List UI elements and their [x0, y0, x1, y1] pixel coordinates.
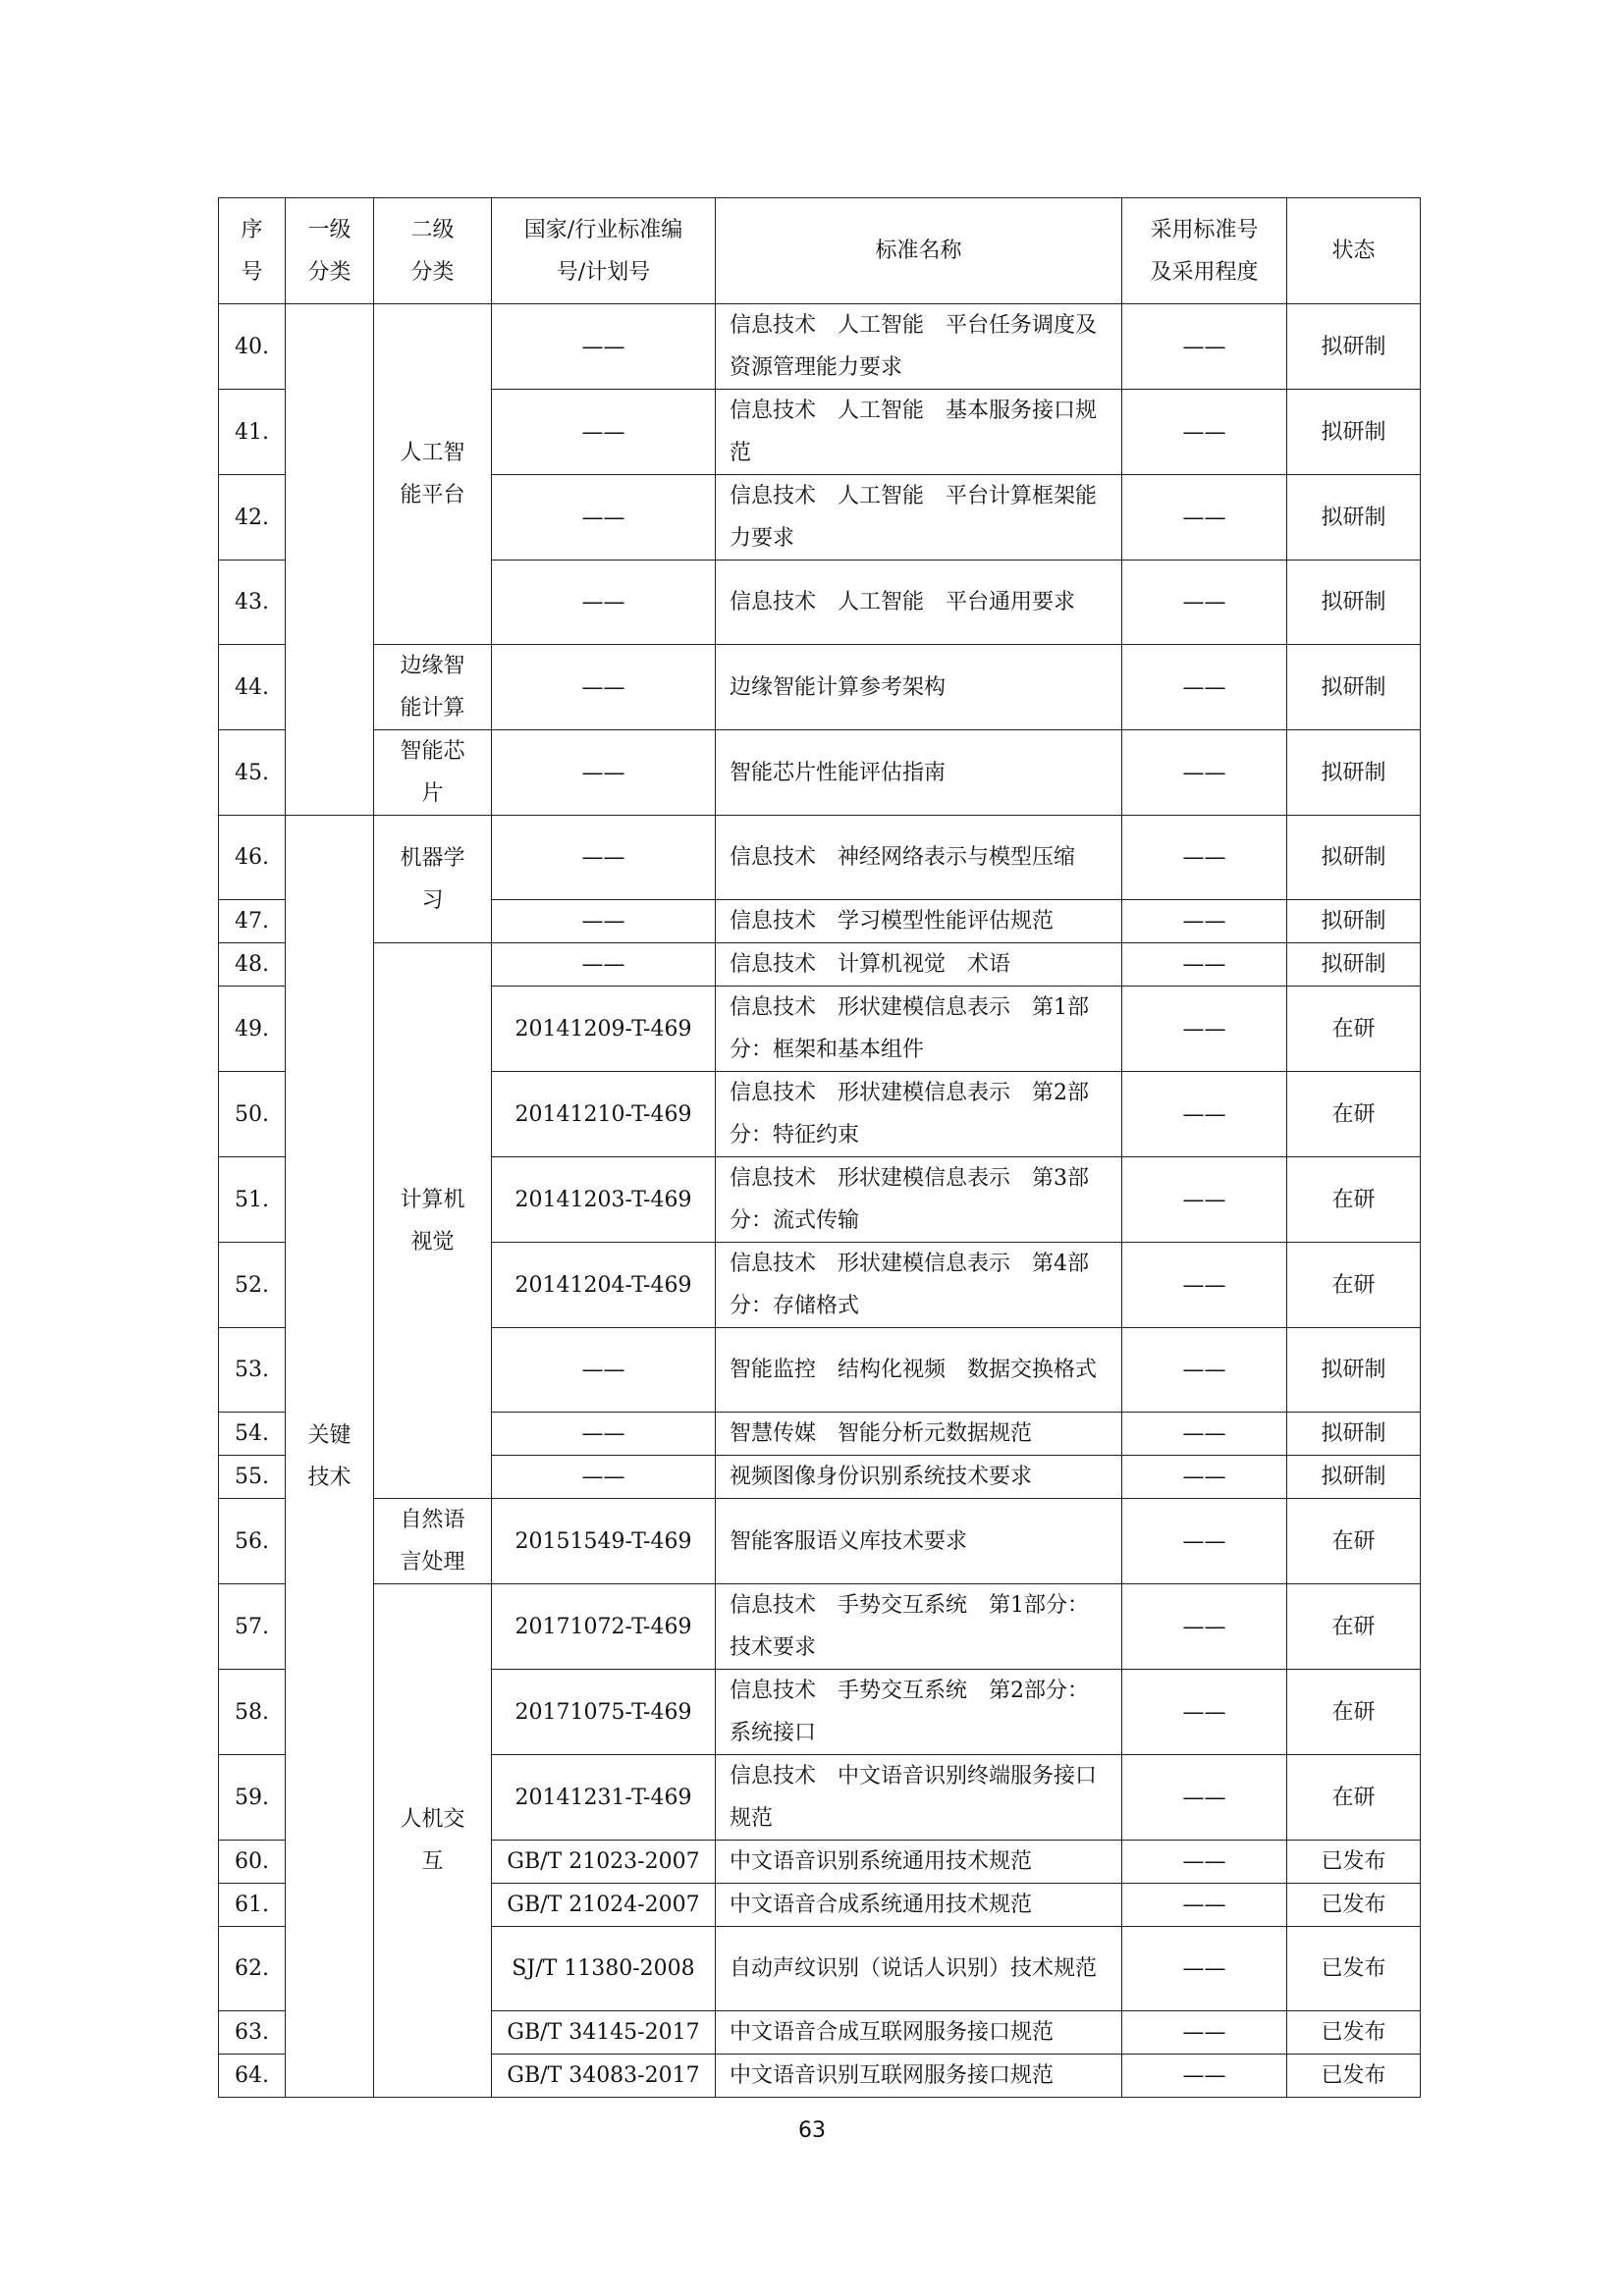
cell-seq: 43.	[219, 561, 286, 645]
cell-name: 中文语音识别互联网服务接口规范	[716, 2055, 1122, 2098]
cell-level2: 人机交 互	[374, 1584, 492, 2098]
header-adopt: 采用标准号 及采用程度	[1122, 198, 1287, 304]
cell-std-no: 20141231-T-469	[492, 1755, 716, 1841]
cell-adopt: ——	[1122, 1157, 1287, 1243]
cell-adopt: ——	[1122, 2011, 1287, 2055]
cell-seq: 46.	[219, 816, 286, 900]
cell-std-no: GB/T 34145-2017	[492, 2011, 716, 2055]
cell-name: 信息技术 手势交互系统 第1部分：技术要求	[716, 1584, 1122, 1670]
cell-level2: 计算机 视觉	[374, 943, 492, 1499]
cell-level2: 智能芯 片	[374, 730, 492, 816]
cell-adopt: ——	[1122, 1243, 1287, 1328]
table-row	[219, 730, 1421, 816]
cell-name: 视频图像身份识别系统技术要求	[716, 1456, 1122, 1499]
cell-level1: 关键 技术	[286, 816, 374, 2098]
cell-status: 拟研制	[1287, 645, 1421, 730]
cell-name: 信息技术 计算机视觉 术语	[716, 943, 1122, 987]
cell-adopt: ——	[1122, 1841, 1287, 1884]
cell-seq: 62.	[219, 1927, 286, 2011]
cell-seq: 47.	[219, 900, 286, 943]
cell-adopt: ——	[1122, 1072, 1287, 1157]
cell-adopt: ——	[1122, 2055, 1287, 2098]
cell-status: 在研	[1287, 1157, 1421, 1243]
cell-name: 中文语音合成互联网服务接口规范	[716, 2011, 1122, 2055]
cell-status: 已发布	[1287, 1927, 1421, 2011]
cell-std-no: GB/T 21023-2007	[492, 1841, 716, 1884]
cell-std-no: 20141209-T-469	[492, 987, 716, 1072]
cell-adopt: ——	[1122, 645, 1287, 730]
cell-level1	[286, 304, 374, 816]
cell-adopt: ——	[1122, 900, 1287, 943]
cell-status: 已发布	[1287, 1841, 1421, 1884]
cell-adopt: ——	[1122, 1927, 1287, 2011]
table-row	[219, 816, 1421, 900]
cell-name: 智能监控 结构化视频 数据交换格式	[716, 1328, 1122, 1413]
cell-seq: 57.	[219, 1584, 286, 1670]
header-seq: 序 号	[219, 198, 286, 304]
cell-status: 在研	[1287, 987, 1421, 1072]
cell-seq: 61.	[219, 1884, 286, 1927]
cell-seq: 55.	[219, 1456, 286, 1499]
cell-std-no: ——	[492, 900, 716, 943]
cell-adopt: ——	[1122, 816, 1287, 900]
cell-adopt: ——	[1122, 390, 1287, 475]
header-row	[219, 198, 1421, 304]
cell-std-no: ——	[492, 1456, 716, 1499]
cell-name: 信息技术 形状建模信息表示 第2部分：特征约束	[716, 1072, 1122, 1157]
cell-seq: 42.	[219, 475, 286, 561]
cell-name: 信息技术 人工智能 平台计算框架能力要求	[716, 475, 1122, 561]
cell-status: 拟研制	[1287, 390, 1421, 475]
cell-std-no: ——	[492, 561, 716, 645]
cell-seq: 58.	[219, 1670, 286, 1755]
cell-status: 在研	[1287, 1584, 1421, 1670]
cell-name: 信息技术 人工智能 平台通用要求	[716, 561, 1122, 645]
cell-name: 智能芯片性能评估指南	[716, 730, 1122, 816]
cell-std-no: 20141203-T-469	[492, 1157, 716, 1243]
table-row	[219, 304, 1421, 390]
cell-name: 自动声纹识别（说话人识别）技术规范	[716, 1927, 1122, 2011]
cell-adopt: ——	[1122, 475, 1287, 561]
page-number: 63	[798, 2118, 826, 2143]
cell-level2: 机器学 习	[374, 816, 492, 943]
table-row	[219, 943, 1421, 987]
table-row	[219, 1499, 1421, 1584]
cell-status: 在研	[1287, 1755, 1421, 1841]
cell-status: 拟研制	[1287, 943, 1421, 987]
cell-adopt: ——	[1122, 1755, 1287, 1841]
cell-std-no: ——	[492, 645, 716, 730]
cell-adopt: ——	[1122, 943, 1287, 987]
cell-std-no: 20141210-T-469	[492, 1072, 716, 1157]
cell-std-no: 20141204-T-469	[492, 1243, 716, 1328]
cell-seq: 64.	[219, 2055, 286, 2098]
cell-name: 信息技术 人工智能 平台任务调度及资源管理能力要求	[716, 304, 1122, 390]
cell-name: 信息技术 形状建模信息表示 第3部分：流式传输	[716, 1157, 1122, 1243]
cell-std-no: 20171075-T-469	[492, 1670, 716, 1755]
cell-std-no: GB/T 21024-2007	[492, 1884, 716, 1927]
cell-adopt: ——	[1122, 987, 1287, 1072]
cell-status: 已发布	[1287, 2011, 1421, 2055]
cell-adopt: ——	[1122, 1884, 1287, 1927]
cell-status: 拟研制	[1287, 900, 1421, 943]
table-row	[219, 1584, 1421, 1670]
header-level1: 一级 分类	[286, 198, 374, 304]
cell-std-no: 20151549-T-469	[492, 1499, 716, 1584]
cell-level2: 人工智 能平台	[374, 304, 492, 645]
cell-std-no: ——	[492, 943, 716, 987]
cell-std-no: 20171072-T-469	[492, 1584, 716, 1670]
cell-name: 中文语音识别系统通用技术规范	[716, 1841, 1122, 1884]
cell-std-no: ——	[492, 816, 716, 900]
cell-seq: 52.	[219, 1243, 286, 1328]
cell-seq: 53.	[219, 1328, 286, 1413]
cell-std-no: ——	[492, 730, 716, 816]
cell-seq: 51.	[219, 1157, 286, 1243]
cell-seq: 48.	[219, 943, 286, 987]
cell-name: 智能客服语义库技术要求	[716, 1499, 1122, 1584]
cell-adopt: ——	[1122, 561, 1287, 645]
cell-adopt: ——	[1122, 1499, 1287, 1584]
cell-std-no: ——	[492, 1328, 716, 1413]
standards-table	[218, 197, 1421, 2098]
cell-level2: 边缘智 能计算	[374, 645, 492, 730]
cell-std-no: ——	[492, 475, 716, 561]
cell-status: 在研	[1287, 1243, 1421, 1328]
cell-seq: 45.	[219, 730, 286, 816]
cell-seq: 60.	[219, 1841, 286, 1884]
cell-adopt: ——	[1122, 1328, 1287, 1413]
cell-seq: 44.	[219, 645, 286, 730]
cell-adopt: ——	[1122, 1413, 1287, 1456]
cell-status: 已发布	[1287, 2055, 1421, 2098]
table-row	[219, 645, 1421, 730]
cell-seq: 54.	[219, 1413, 286, 1456]
cell-status: 在研	[1287, 1499, 1421, 1584]
cell-name: 信息技术 学习模型性能评估规范	[716, 900, 1122, 943]
cell-seq: 49.	[219, 987, 286, 1072]
cell-std-no: SJ/T 11380-2008	[492, 1927, 716, 2011]
cell-status: 拟研制	[1287, 1328, 1421, 1413]
cell-status: 拟研制	[1287, 730, 1421, 816]
cell-name: 信息技术 神经网络表示与模型压缩	[716, 816, 1122, 900]
cell-adopt: ——	[1122, 304, 1287, 390]
cell-name: 信息技术 形状建模信息表示 第1部分：框架和基本组件	[716, 987, 1122, 1072]
cell-status: 在研	[1287, 1670, 1421, 1755]
cell-status: 已发布	[1287, 1884, 1421, 1927]
header-level2: 二级 分类	[374, 198, 492, 304]
cell-seq: 63.	[219, 2011, 286, 2055]
cell-seq: 59.	[219, 1755, 286, 1841]
cell-std-no: ——	[492, 304, 716, 390]
cell-name: 信息技术 形状建模信息表示 第4部分：存储格式	[716, 1243, 1122, 1328]
header-status: 状态	[1287, 198, 1421, 304]
cell-adopt: ——	[1122, 730, 1287, 816]
cell-name: 信息技术 手势交互系统 第2部分：系统接口	[716, 1670, 1122, 1755]
cell-seq: 50.	[219, 1072, 286, 1157]
cell-adopt: ——	[1122, 1456, 1287, 1499]
cell-status: 拟研制	[1287, 1413, 1421, 1456]
cell-seq: 56.	[219, 1499, 286, 1584]
cell-status: 拟研制	[1287, 1456, 1421, 1499]
cell-level2: 自然语 言处理	[374, 1499, 492, 1584]
cell-status: 在研	[1287, 1072, 1421, 1157]
header-std-no: 国家/行业标准编 号/计划号	[492, 198, 716, 304]
cell-status: 拟研制	[1287, 475, 1421, 561]
cell-std-no: ——	[492, 1413, 716, 1456]
header-name: 标准名称	[716, 198, 1122, 304]
cell-name: 信息技术 人工智能 基本服务接口规范	[716, 390, 1122, 475]
cell-name: 边缘智能计算参考架构	[716, 645, 1122, 730]
cell-status: 拟研制	[1287, 561, 1421, 645]
cell-status: 拟研制	[1287, 304, 1421, 390]
cell-status: 拟研制	[1287, 816, 1421, 900]
cell-std-no: ——	[492, 390, 716, 475]
cell-std-no: GB/T 34083-2017	[492, 2055, 716, 2098]
cell-seq: 40.	[219, 304, 286, 390]
cell-adopt: ——	[1122, 1584, 1287, 1670]
cell-name: 智慧传媒 智能分析元数据规范	[716, 1413, 1122, 1456]
cell-name: 中文语音合成系统通用技术规范	[716, 1884, 1122, 1927]
cell-name: 信息技术 中文语音识别终端服务接口规范	[716, 1755, 1122, 1841]
cell-seq: 41.	[219, 390, 286, 475]
cell-adopt: ——	[1122, 1670, 1287, 1755]
